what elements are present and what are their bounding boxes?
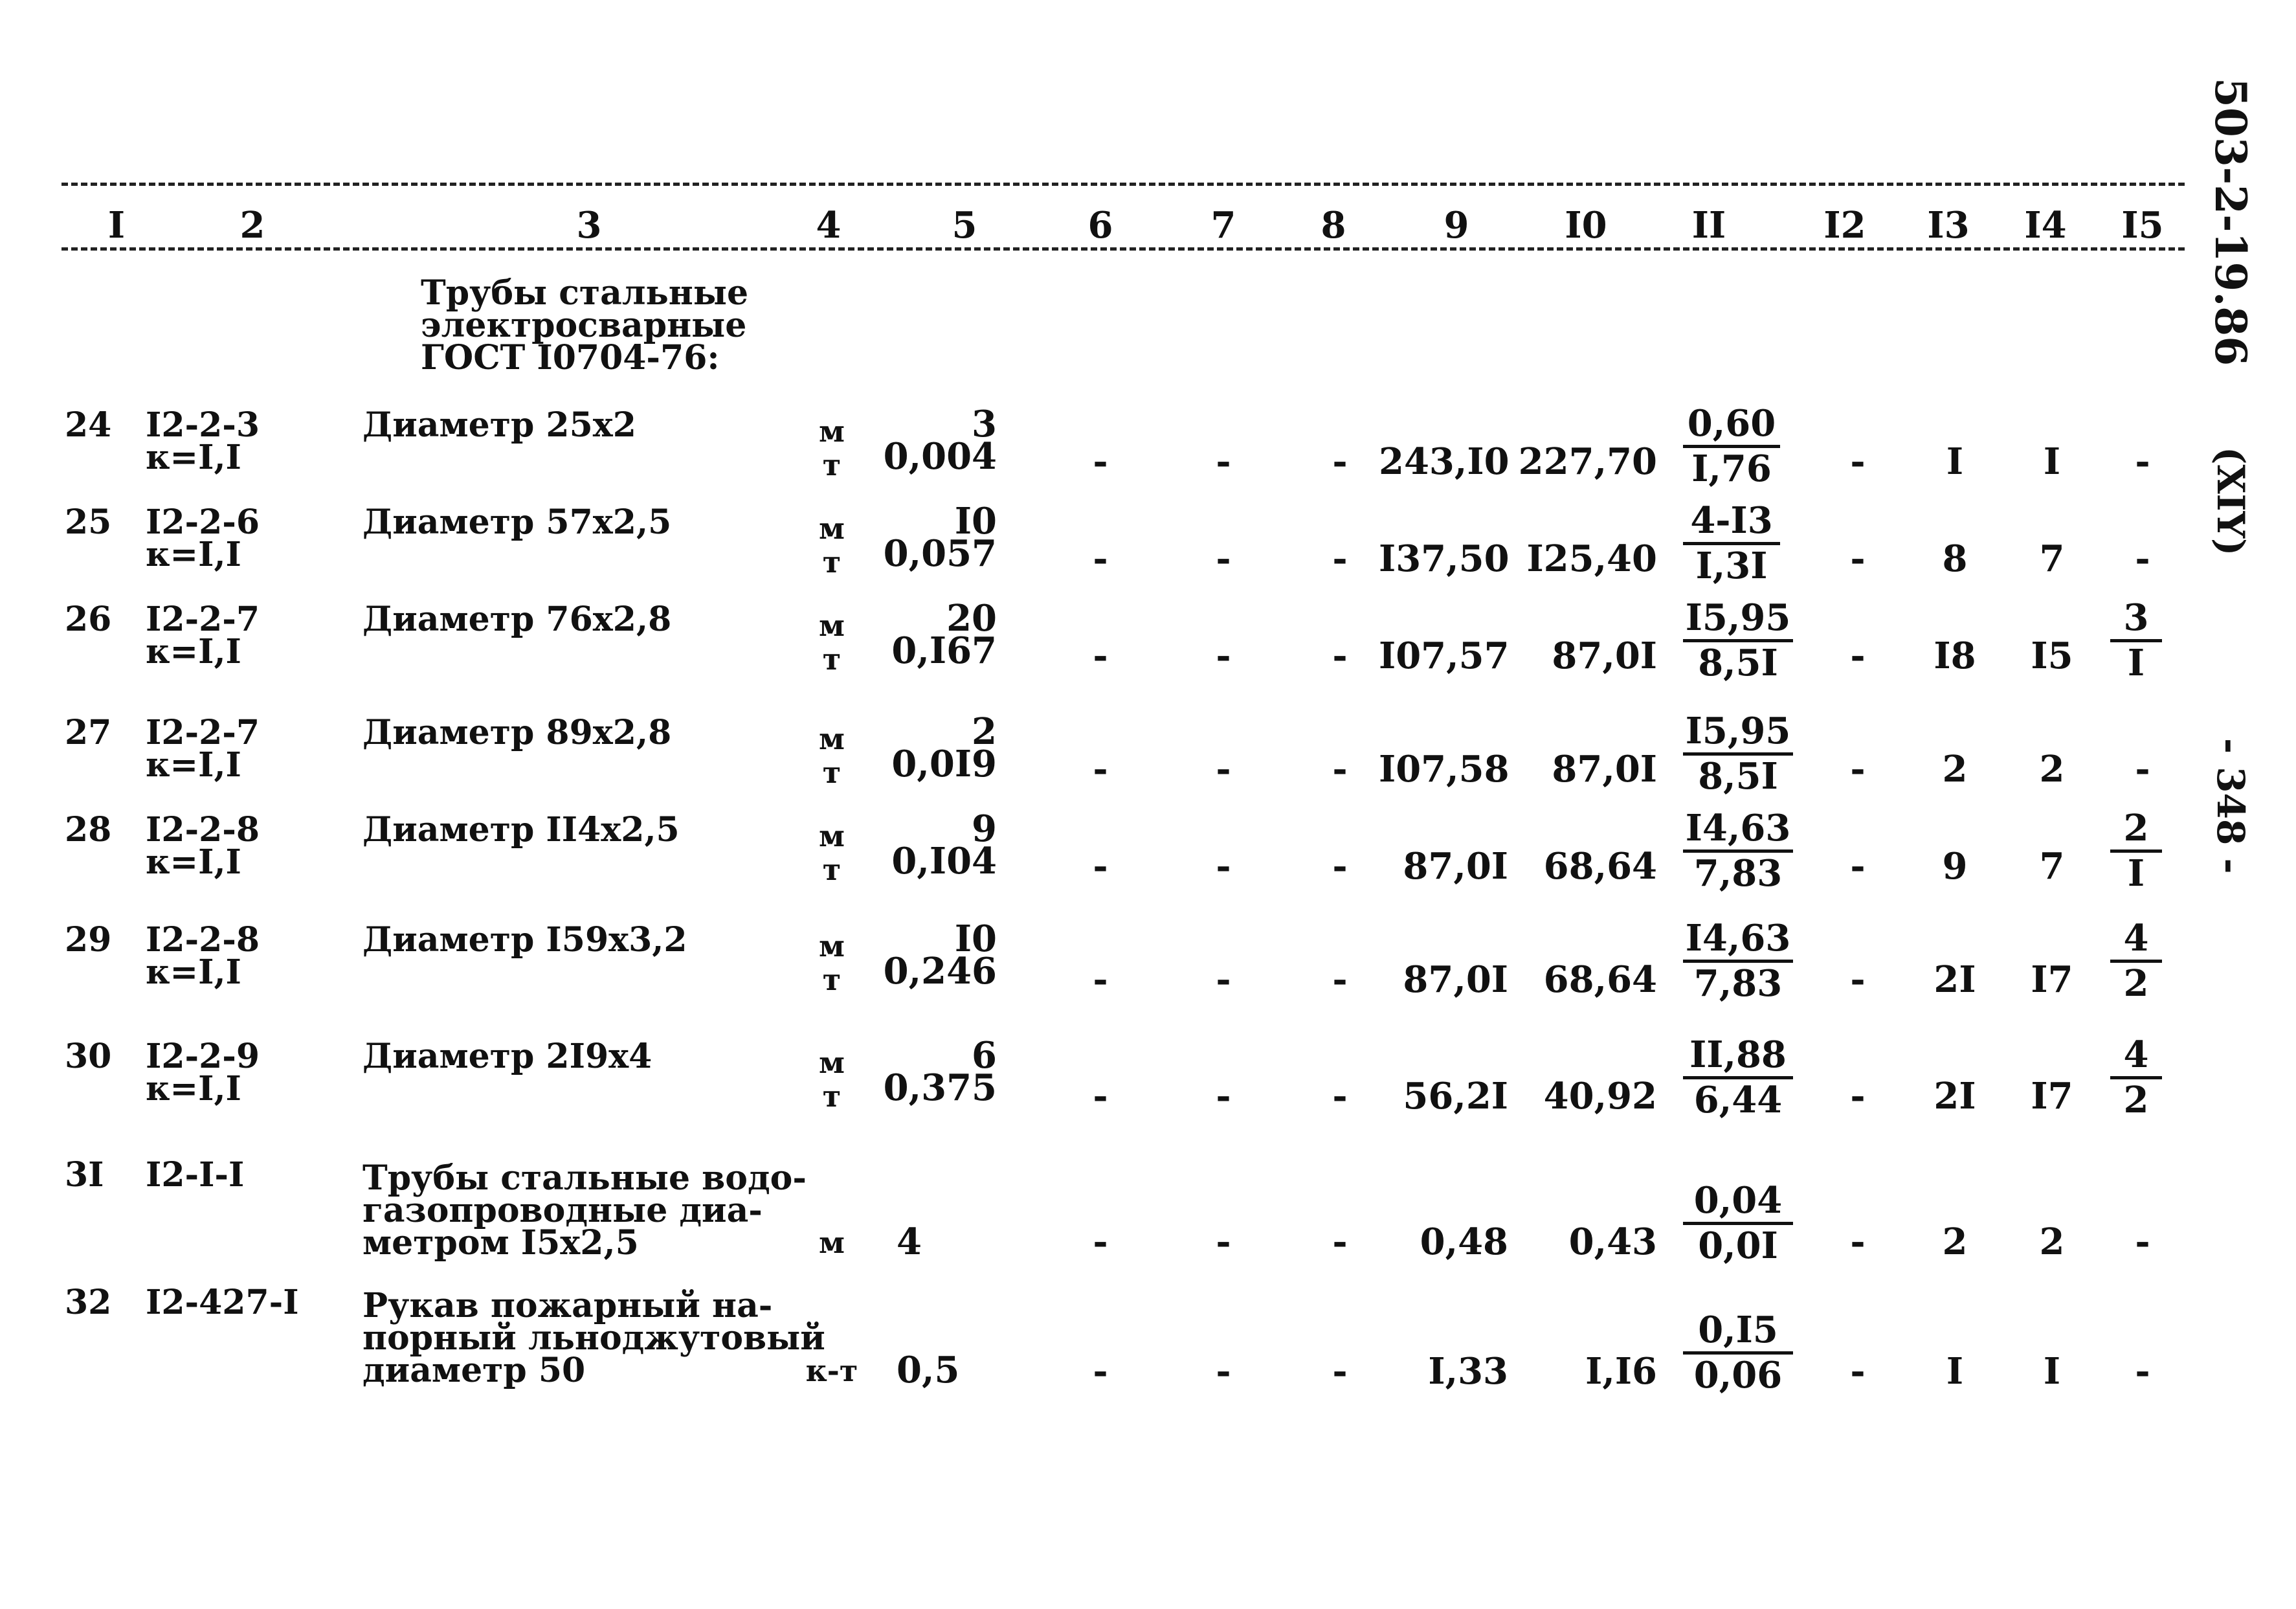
row-quantity: [880, 500, 997, 575]
cell-col13: 2I: [1934, 958, 1976, 1001]
cell-col8: -: [1332, 440, 1348, 483]
row-name: Диаметр 89х2,8: [362, 713, 672, 752]
cell-col9: 243,I0: [1379, 440, 1510, 483]
fraction-denominator: 8,5I: [1698, 642, 1778, 684]
cell-col12: -: [1850, 537, 1866, 580]
unit-line: т: [822, 755, 841, 790]
row-unit: [796, 609, 867, 676]
cell-col8: -: [1332, 635, 1348, 677]
row-quantity: [880, 1034, 997, 1109]
cell-col6: -: [1093, 635, 1108, 677]
code-line: к=I,I: [146, 842, 241, 882]
fraction-numerator: I4,63: [1683, 809, 1793, 853]
unit-line: т: [822, 447, 841, 482]
cell-col10: 87,0I: [1552, 748, 1657, 791]
unit-line: т: [822, 852, 841, 887]
quantity-line: 0,I04: [891, 840, 997, 883]
cell-col11-fraction: [1683, 402, 1780, 490]
cell-col14: 7: [2039, 537, 2065, 580]
cell-col11-fraction: [1683, 919, 1793, 1004]
cell-col9: I,33: [1428, 1350, 1508, 1393]
row-quantity: [880, 403, 997, 478]
cell-col11-fraction: [1683, 499, 1780, 587]
fraction-numerator: 3: [2110, 599, 2162, 642]
fraction-denominator: 8,5I: [1698, 755, 1778, 798]
quantity-line: 20: [946, 597, 997, 640]
row-number: 3I: [65, 1155, 104, 1195]
quantity-line: 0,246: [883, 950, 997, 993]
row-name: Диаметр 57х2,5: [362, 502, 672, 542]
cell-col10: 87,0I: [1552, 635, 1657, 677]
col-header-8: 8: [1321, 204, 1346, 247]
col-header-6: 6: [1087, 204, 1113, 247]
code-line: к=I,I: [146, 438, 241, 477]
row-code: [146, 502, 260, 574]
row-unit: [796, 929, 867, 996]
row-name: Диаметр I59х3,2: [362, 920, 687, 960]
row-code: [146, 600, 260, 671]
cell-col13: 2: [1942, 1221, 1968, 1263]
name-line: Рукав пожарный на-: [362, 1286, 773, 1325]
code-line: I2-2-3: [146, 405, 260, 445]
name-line: метром I5х2,5: [362, 1223, 639, 1263]
cell-col15-fraction: [2110, 919, 2162, 1004]
unit-line: м: [819, 1045, 845, 1080]
cell-col14: 2: [2039, 748, 2065, 791]
cell-col14: I7: [2031, 1075, 2073, 1118]
cell-col6: -: [1093, 1350, 1108, 1393]
row-quantity: [880, 597, 997, 672]
code-line: I2-I-I: [146, 1155, 245, 1195]
cell-col13: I: [1946, 440, 1964, 483]
cell-col14: I7: [2031, 958, 2073, 1001]
cell-col8: -: [1332, 1075, 1348, 1118]
code-line: I2-2-8: [146, 920, 260, 960]
fraction-denominator: 2: [2123, 1079, 2149, 1121]
row-code: [146, 713, 260, 785]
col-header-1: I: [107, 204, 126, 247]
fraction-numerator: 4-I3: [1683, 502, 1780, 545]
row-quantity: [880, 807, 997, 883]
cell-col8: -: [1332, 845, 1348, 888]
cell-col11-fraction: [1683, 596, 1793, 684]
cell-col15-fraction: [2110, 596, 2162, 684]
fraction-numerator: 0,60: [1683, 405, 1780, 448]
unit-line: т: [822, 642, 841, 677]
row-code: [146, 810, 260, 882]
volume-mark: (XIY): [2209, 447, 2253, 556]
fraction-denominator: I,3I: [1695, 545, 1768, 587]
cell-col14: I: [2043, 1350, 2061, 1393]
fraction-denominator: 2: [2123, 962, 2149, 1005]
fraction-numerator: I4,63: [1683, 919, 1793, 963]
cell-col14: 7: [2039, 845, 2065, 888]
fraction-denominator: 0,06: [1693, 1354, 1783, 1397]
cell-col6: -: [1093, 748, 1108, 791]
code-line: к=I,I: [146, 745, 241, 785]
cell-col10: 227,70: [1518, 440, 1657, 483]
cell-col6: -: [1093, 440, 1108, 483]
quantity-line: 9: [972, 807, 997, 850]
cell-col13: 9: [1942, 845, 1968, 888]
fraction-numerator: 4: [2110, 919, 2162, 963]
row-unit: [796, 819, 867, 886]
code-line: к=I,I: [146, 632, 241, 671]
cell-col13: I8: [1934, 635, 1976, 677]
col-header-13: I3: [1927, 204, 1970, 247]
cell-col9: 56,2I: [1403, 1075, 1508, 1118]
unit-line: т: [822, 545, 841, 579]
row-name: Диаметр 2I9х4: [362, 1037, 652, 1076]
cell-col11-fraction: [1683, 712, 1793, 797]
cell-col11-fraction: [1683, 1179, 1793, 1267]
cell-col9: 87,0I: [1403, 958, 1508, 1001]
fraction-denominator: 7,83: [1693, 962, 1783, 1005]
row-number: 28: [65, 810, 112, 850]
page-number: - 348 -: [2209, 738, 2253, 874]
fraction-denominator: 7,83: [1693, 852, 1783, 895]
quantity-line: 0,375: [883, 1066, 997, 1109]
section-title: [421, 273, 749, 377]
cell-col14: I5: [2031, 635, 2073, 677]
cell-col6: -: [1093, 1221, 1108, 1263]
row-quantity: 0,5: [897, 1349, 960, 1391]
cell-col6: -: [1093, 537, 1108, 580]
cell-col7: -: [1216, 440, 1231, 483]
row-unit: [796, 414, 867, 482]
row-number: 32: [65, 1283, 112, 1322]
row-unit: [796, 1046, 867, 1113]
row-code: [146, 405, 260, 477]
row-number: 27: [65, 713, 112, 752]
unit-line: м: [819, 608, 845, 643]
header-rule-bottom: [61, 247, 2185, 251]
row-name: [362, 1286, 825, 1390]
cell-col13: I: [1946, 1350, 1964, 1393]
code-line: к=I,I: [146, 1069, 241, 1108]
code-line: I2-2-9: [146, 1037, 260, 1076]
cell-col11-fraction: [1683, 809, 1793, 894]
col-header-9: 9: [1443, 204, 1469, 247]
col-header-11: II: [1691, 204, 1726, 247]
row-unit: [796, 512, 867, 579]
quantity-line: 3: [972, 403, 997, 445]
cell-col7: -: [1216, 958, 1231, 1001]
cell-col10: 68,64: [1543, 845, 1657, 888]
fraction-numerator: 4: [2110, 1036, 2162, 1079]
fraction-denominator: I: [2127, 852, 2145, 895]
cell-col9: I07,58: [1379, 748, 1510, 791]
col-header-4: 4: [816, 204, 841, 247]
cell-col13: 2: [1942, 748, 1968, 791]
row-unit: м: [819, 1225, 845, 1260]
row-code: [146, 920, 260, 992]
unit-line: т: [822, 1079, 841, 1114]
cell-col8: -: [1332, 1350, 1348, 1393]
row-name: Диаметр 76х2,8: [362, 600, 672, 639]
cell-col7: -: [1216, 748, 1231, 791]
cell-col9: 87,0I: [1403, 845, 1508, 888]
quantity-line: 0,I67: [891, 629, 997, 672]
unit-line: м: [819, 818, 845, 853]
cell-col7: -: [1216, 537, 1231, 580]
section-title-line: ГОСТ I0704-76:: [421, 338, 720, 377]
cell-col11-fraction: [1683, 1033, 1793, 1121]
cell-col13: 2I: [1934, 1075, 1976, 1118]
col-header-3: 3: [576, 204, 602, 247]
name-line: Трубы стальные водо-: [362, 1158, 807, 1198]
cell-col12: -: [1850, 748, 1866, 791]
quantity-line: 0,057: [883, 532, 997, 575]
cell-col14: 2: [2039, 1221, 2065, 1263]
cell-col8: -: [1332, 1221, 1348, 1263]
quantity-line: I0: [954, 500, 997, 543]
cell-col10: 68,64: [1543, 958, 1657, 1001]
unit-line: м: [819, 511, 845, 546]
cell-col15: -: [2135, 748, 2150, 791]
cell-col15: -: [2135, 440, 2150, 483]
cell-col14: I: [2043, 440, 2061, 483]
cell-col13: 8: [1942, 537, 1968, 580]
cell-col10: I25,40: [1526, 537, 1657, 580]
cell-col7: -: [1216, 1221, 1231, 1263]
unit-line: м: [819, 928, 845, 963]
cell-col8: -: [1332, 958, 1348, 1001]
cell-col8: -: [1332, 537, 1348, 580]
code-line: I2-2-8: [146, 810, 260, 850]
cell-col15-fraction: [2110, 1033, 2162, 1121]
fraction-numerator: 2: [2110, 809, 2162, 853]
row-unit: [796, 722, 867, 789]
col-header-5: 5: [952, 204, 977, 247]
cell-col10: 0,43: [1568, 1221, 1657, 1263]
cell-col8: -: [1332, 748, 1348, 791]
code-line: I2-427-I: [146, 1283, 299, 1322]
cell-col12: -: [1850, 440, 1866, 483]
code-line: I2-2-7: [146, 713, 260, 752]
row-name: [362, 1158, 807, 1263]
row-code: [146, 1283, 299, 1322]
cell-col6: -: [1093, 1075, 1108, 1118]
col-header-2: 2: [240, 204, 265, 247]
fraction-numerator: I5,95: [1683, 599, 1793, 642]
cell-col12: -: [1850, 1075, 1866, 1118]
header-rule-top: [61, 183, 2185, 186]
col-header-12: I2: [1823, 204, 1866, 247]
fraction-numerator: I5,95: [1683, 712, 1793, 756]
section-title-line: электросварные: [421, 306, 747, 345]
document-code: 503-2-19.86: [2205, 78, 2256, 366]
cell-col7: -: [1216, 845, 1231, 888]
cell-col12: -: [1850, 845, 1866, 888]
cell-col7: -: [1216, 635, 1231, 677]
cell-col15: -: [2135, 537, 2150, 580]
row-number: 24: [65, 405, 112, 445]
code-line: к=I,I: [146, 535, 241, 574]
row-number: 26: [65, 600, 112, 639]
row-unit: к-т: [805, 1353, 858, 1388]
unit-line: м: [819, 721, 845, 756]
cell-col10: I,I6: [1585, 1350, 1657, 1393]
row-code: [146, 1037, 260, 1108]
unit-line: м: [819, 414, 845, 449]
cell-col12: -: [1850, 958, 1866, 1001]
cell-col9: I37,50: [1379, 537, 1510, 580]
cell-col10: 40,92: [1543, 1075, 1657, 1118]
cell-col15: -: [2135, 1350, 2150, 1393]
row-quantity: 4: [897, 1221, 922, 1263]
row-number: 29: [65, 920, 112, 960]
quantity-line: 0,004: [883, 435, 997, 478]
fraction-numerator: 0,04: [1683, 1182, 1793, 1225]
fraction-denominator: I: [2127, 642, 2145, 684]
section-title-line: Трубы стальные: [421, 273, 749, 313]
name-line: диаметр 50: [362, 1351, 586, 1390]
cell-col9: 0,48: [1420, 1221, 1508, 1263]
cell-col15-fraction: [2110, 809, 2162, 894]
cell-col12: -: [1850, 1350, 1866, 1393]
fraction-denominator: 6,44: [1693, 1079, 1783, 1121]
quantity-line: 6: [972, 1034, 997, 1077]
row-quantity: [880, 917, 997, 993]
cell-col6: -: [1093, 958, 1108, 1001]
name-line: порный льноджутовый: [362, 1318, 825, 1358]
cell-col11-fraction: [1683, 1311, 1793, 1396]
code-line: к=I,I: [146, 952, 241, 992]
row-name: Диаметр II4х2,5: [362, 810, 680, 850]
cell-col15: -: [2135, 1221, 2150, 1263]
quantity-line: 2: [972, 710, 997, 753]
col-header-15: I5: [2121, 204, 2164, 247]
code-line: I2-2-6: [146, 502, 260, 542]
row-quantity: [880, 710, 997, 785]
cell-col7: -: [1216, 1075, 1231, 1118]
col-header-14: I4: [2024, 204, 2067, 247]
cell-col12: -: [1850, 635, 1866, 677]
quantity-line: I0: [954, 917, 997, 960]
code-line: I2-2-7: [146, 600, 260, 639]
name-line: газопроводные диа-: [362, 1191, 763, 1230]
cell-col12: -: [1850, 1221, 1866, 1263]
fraction-denominator: 0,0I: [1698, 1224, 1778, 1267]
col-header-10: I0: [1565, 204, 1607, 247]
row-code: [146, 1155, 245, 1195]
cell-col6: -: [1093, 845, 1108, 888]
fraction-numerator: II,88: [1683, 1036, 1793, 1079]
cell-col7: -: [1216, 1350, 1231, 1393]
row-name: Диаметр 25х2: [362, 405, 636, 445]
row-number: 30: [65, 1037, 112, 1076]
col-header-7: 7: [1210, 204, 1236, 247]
fraction-numerator: 0,I5: [1683, 1311, 1793, 1355]
unit-line: т: [822, 962, 841, 997]
row-number: 25: [65, 502, 112, 542]
quantity-line: 0,0I9: [891, 743, 997, 785]
fraction-denominator: I,76: [1691, 447, 1772, 490]
cell-col9: I07,57: [1379, 635, 1510, 677]
